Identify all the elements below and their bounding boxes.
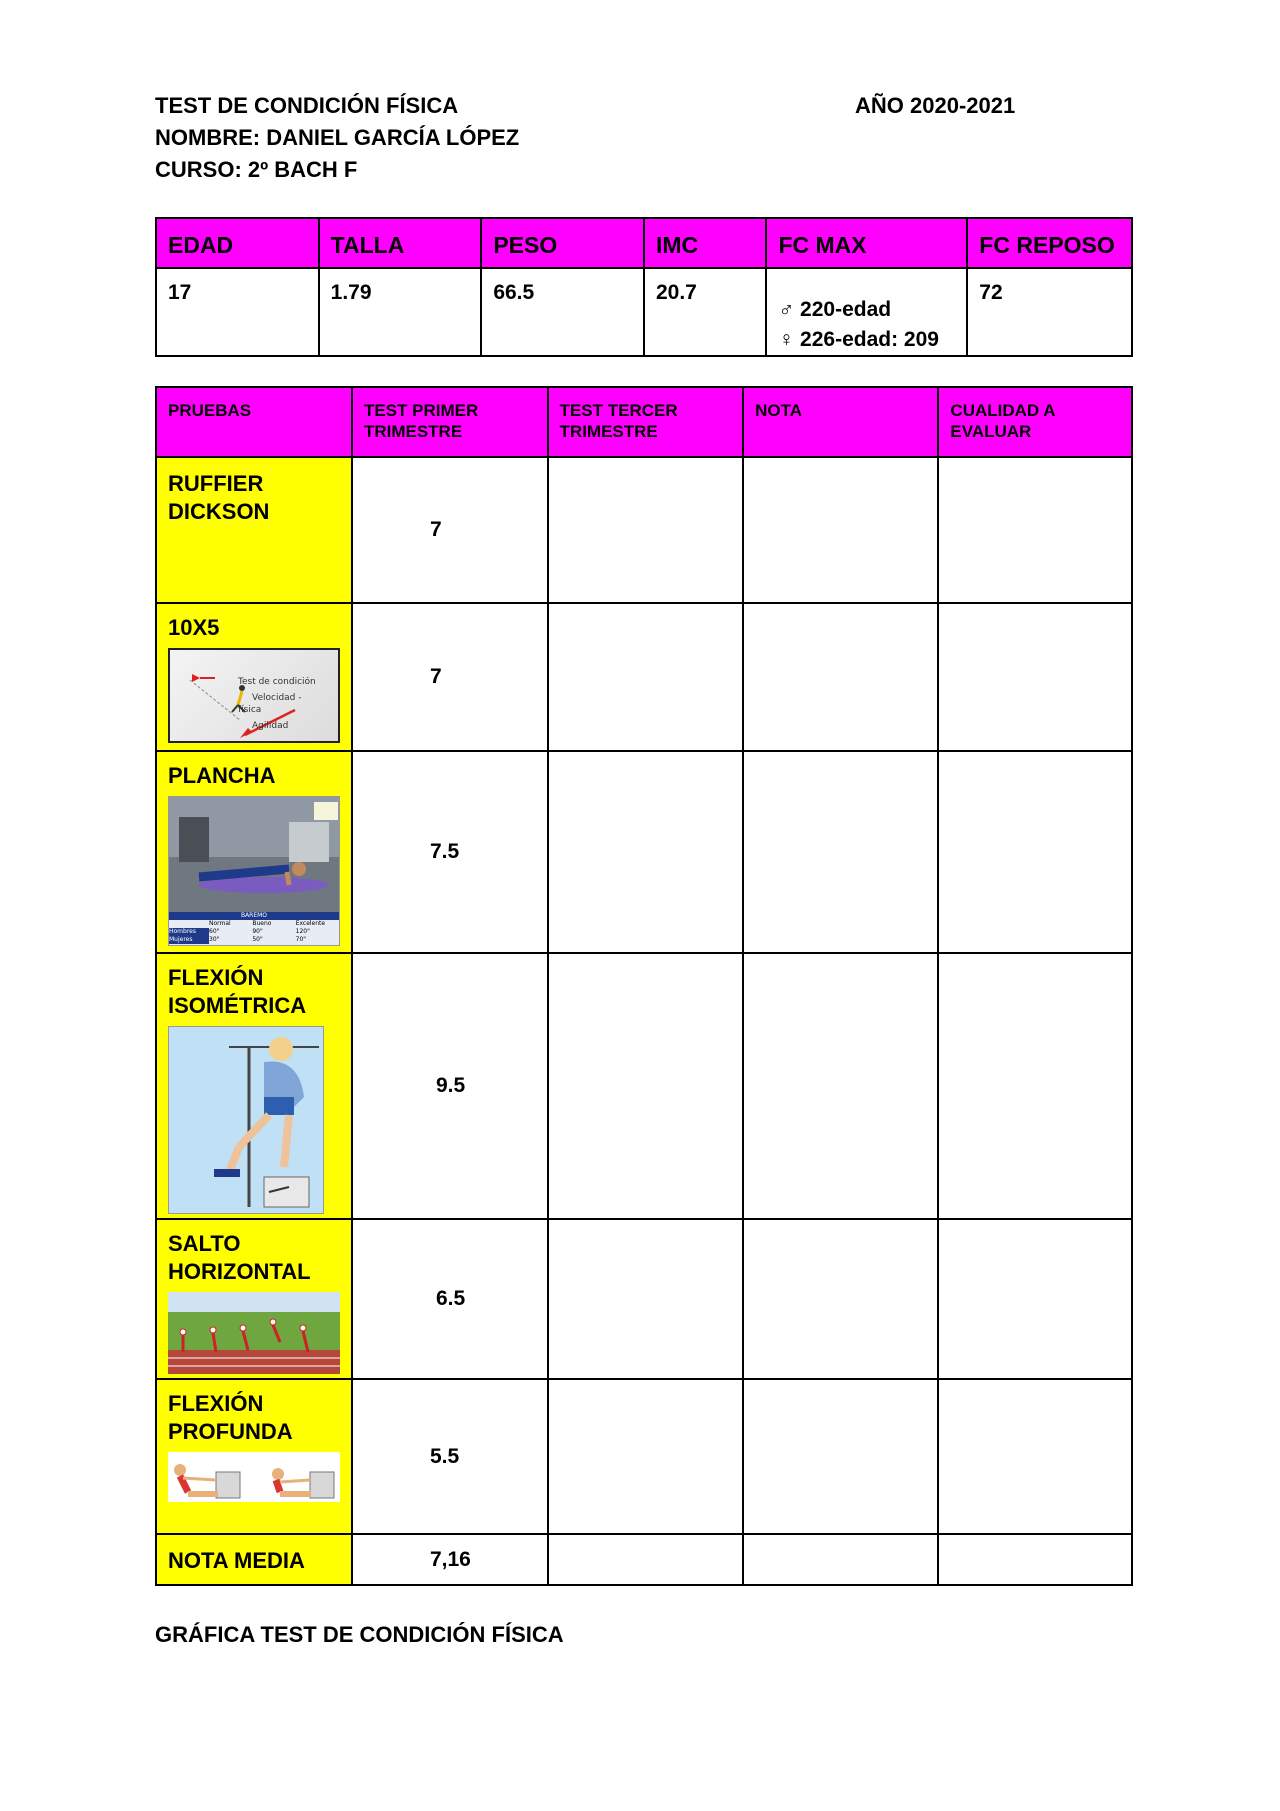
stats-header-weight: PESO: [481, 218, 644, 268]
test-nota-cell: [743, 751, 938, 953]
test-quality-cell: [938, 1219, 1132, 1379]
stats-fc-max: [766, 268, 967, 356]
tests-header-pruebas: PRUEBAS: [156, 387, 352, 457]
test-quality-cell: [938, 603, 1132, 751]
test-name-flexion-profunda: FLEXIÓN PROFUNDA: [156, 1379, 352, 1534]
tests-table: [155, 386, 1133, 1586]
hang-figure-icon: [169, 1027, 324, 1214]
sit-reach-figures-icon: [168, 1452, 340, 1502]
test-quality-cell: [938, 1379, 1132, 1534]
stats-age: 17: [156, 268, 319, 356]
jump-sequence-icon: [168, 1292, 340, 1374]
test-nota-cell: [743, 1219, 938, 1379]
test-quality-cell: [938, 751, 1132, 953]
stats-weight: 66.5: [481, 268, 644, 356]
table-row: [156, 1379, 1132, 1534]
average-quality-cell: [938, 1534, 1132, 1585]
test-score: 7: [352, 603, 548, 751]
stats-header-fc-rest: FC REPOSO: [967, 218, 1132, 268]
average-row: [156, 1534, 1132, 1585]
stats-header-fc-max: FC MAX: [766, 218, 967, 268]
stats-fc-rest: 72: [967, 268, 1132, 356]
test-third-cell: [548, 457, 744, 603]
stats-header-age: EDAD: [156, 218, 319, 268]
plank-illustration: [168, 796, 340, 946]
document-header: [155, 90, 1025, 186]
test-name-flexion-isometrica: FLEXIÓN ISOMÉTRICA: [156, 953, 352, 1219]
test-third-cell: [548, 751, 744, 953]
stats-header-bmi: IMC: [644, 218, 767, 268]
average-nota-cell: [743, 1534, 938, 1585]
long-jump-illustration: [168, 1292, 340, 1374]
table-row: [156, 1219, 1132, 1379]
test-name-10x5: 10X5 Test de condición física Velocidad - Agilidad: [156, 603, 352, 751]
isometric-hang-illustration: [168, 1026, 324, 1214]
chart-section-title: GRÁFICA TEST DE CONDICIÓN FÍSICA: [155, 1622, 564, 1647]
student-course: CURSO: 2º BACH F: [155, 157, 358, 182]
test-nota-cell: [743, 457, 938, 603]
test-name-plancha: PLANCHA BAREMO Normal Bueno Excelente Hombres 60" 90" 120" Mujeres 30" 50" 70": [156, 751, 352, 953]
test-score: 6.5: [352, 1219, 548, 1379]
school-year: AÑO 2020-2021: [855, 93, 1016, 118]
test-score: 7.5: [352, 751, 548, 953]
fc-max-female: ♀ 226-edad: 209: [778, 328, 939, 351]
test-score: 5.5: [352, 1379, 548, 1534]
table-row: [156, 953, 1132, 1219]
test-third-cell: [548, 953, 744, 1219]
test-score: 9.5: [352, 953, 548, 1219]
test-name-salto-horizontal: SALTO HORIZONTAL: [156, 1219, 352, 1379]
table-row: [156, 751, 1132, 953]
average-label: NOTA MEDIA: [156, 1534, 352, 1585]
baremo-table: BAREMO Normal Bueno Excelente Hombres 60" 90" 120" Mujeres 30" 50" 70": [169, 912, 339, 946]
table-row: [156, 603, 1132, 751]
test-nota-cell: [743, 1379, 938, 1534]
test-name-ruffier: RUFFIER DICKSON: [156, 457, 352, 603]
stats-table: [155, 217, 1133, 357]
table-row: [156, 457, 1132, 603]
test-third-cell: [548, 603, 744, 751]
average-value: 7,16: [352, 1534, 548, 1585]
tests-header-nota: NOTA: [743, 387, 938, 457]
stats-bmi: 20.7: [644, 268, 767, 356]
plank-scene-icon: [169, 797, 340, 912]
stats-height: 1.79: [319, 268, 482, 356]
fc-max-male: ♂ 220-edad: [778, 298, 892, 321]
test-nota-cell: [743, 953, 938, 1219]
document-title: TEST DE CONDICIÓN FÍSICA: [155, 93, 459, 118]
tests-header-first: TEST PRIMER TRIMESTRE: [352, 387, 548, 457]
test-quality-cell: [938, 457, 1132, 603]
tests-header-quality: CUALIDAD A EVALUAR: [938, 387, 1132, 457]
test-nota-cell: [743, 603, 938, 751]
test-third-cell: [548, 1219, 744, 1379]
test-quality-cell: [938, 953, 1132, 1219]
student-name: NOMBRE: DANIEL GARCÍA LÓPEZ: [155, 125, 520, 150]
average-third-cell: [548, 1534, 744, 1585]
tests-header-third: TEST TERCER TRIMESTRE: [548, 387, 744, 457]
stats-header-height: TALLA: [319, 218, 482, 268]
test-third-cell: [548, 1379, 744, 1534]
test-score: 7: [352, 457, 548, 603]
agility-test-illustration: Test de condición física Velocidad - Agilidad: [168, 648, 340, 743]
sit-and-reach-illustration: [168, 1452, 340, 1502]
